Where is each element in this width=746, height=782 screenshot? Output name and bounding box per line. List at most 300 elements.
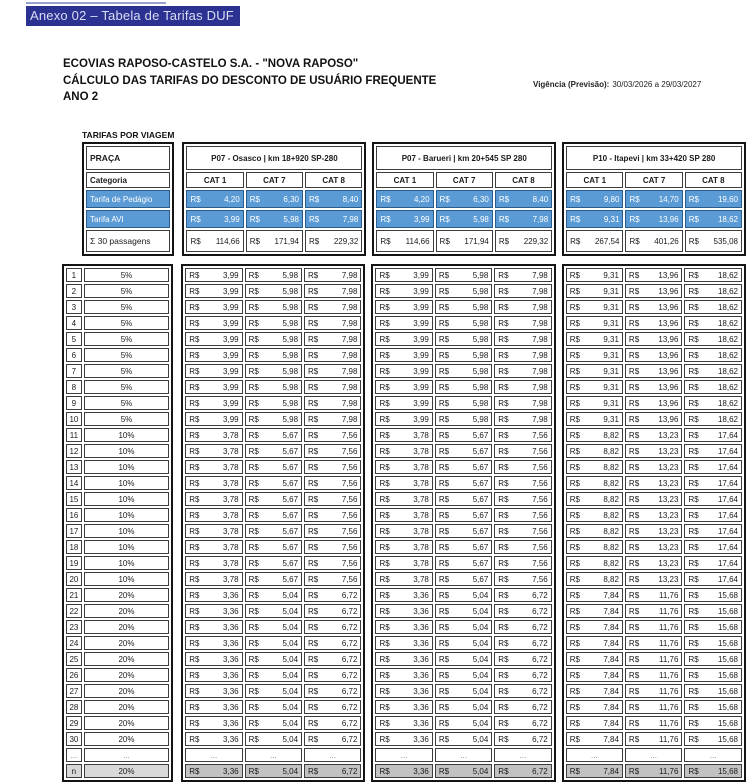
value-text: 3,99 <box>223 270 239 280</box>
currency-label: R$ <box>438 302 450 312</box>
discount-value-cell <box>684 652 742 666</box>
currency-label: R$ <box>688 194 699 204</box>
value-text: 5,67 <box>472 446 489 456</box>
discount-value-cell <box>435 556 492 570</box>
discount-value-cell <box>566 428 623 442</box>
value-text: 5,04 <box>472 702 489 712</box>
discount-value-cell <box>304 428 361 442</box>
value-text: 5,04 <box>282 686 299 696</box>
value-text: 3,78 <box>413 446 429 456</box>
currency-label: R$ <box>308 542 319 552</box>
discount-value-cell <box>494 348 551 362</box>
currency-label: R$ <box>688 542 699 552</box>
value-text: 6,72 <box>341 670 358 680</box>
currency-label: R$ <box>570 236 581 246</box>
toll-tariff-cell <box>495 190 552 208</box>
table-row <box>566 620 742 634</box>
value-text: 5,04 <box>282 766 299 776</box>
currency-label: R$ <box>308 446 319 456</box>
currency-label: R$ <box>688 302 699 312</box>
currency-label: R$ <box>688 526 699 536</box>
currency-label: R$ <box>248 526 259 536</box>
value-text: 13,23 <box>658 510 679 520</box>
currency-label: R$ <box>248 558 259 568</box>
currency-label: R$ <box>308 734 319 744</box>
discount-value-cell <box>494 428 551 442</box>
discount-value-cell <box>375 332 432 346</box>
value-text: 9,31 <box>603 350 619 360</box>
avi-tariff-cell <box>376 210 433 228</box>
currency-label: R$ <box>498 622 509 632</box>
currency-label: R$ <box>379 318 390 328</box>
discount-value-cell <box>245 588 302 602</box>
table-row <box>185 476 361 490</box>
discount-value-cell <box>245 284 302 298</box>
row-number-cell: 14 <box>66 476 82 490</box>
value-text: 3,36 <box>223 638 239 648</box>
discount-pct-cell: 10% <box>84 428 169 442</box>
currency-label: R$ <box>498 606 509 616</box>
currency-label: R$ <box>308 590 319 600</box>
table-row <box>185 668 361 682</box>
currency-label: R$ <box>308 702 319 712</box>
avi-tariff-cell <box>625 210 682 228</box>
table-row <box>375 700 551 714</box>
value-text: 7,56 <box>341 510 358 520</box>
value-text: 5,98 <box>283 214 299 224</box>
currency-label: R$ <box>438 318 450 328</box>
discount-value-cell <box>625 684 683 698</box>
discount-value-cell <box>304 316 361 330</box>
discount-value-cell <box>185 572 242 586</box>
currency-label: R$ <box>569 686 580 696</box>
avi-tariff-cell <box>305 210 362 228</box>
currency-label: R$ <box>628 686 640 696</box>
currency-label: R$ <box>438 494 450 504</box>
value-text: 5,98 <box>282 350 299 360</box>
table-row <box>375 284 551 298</box>
row-number-cell: 17 <box>66 524 82 538</box>
toll-tariff-cell <box>625 190 682 208</box>
table-row <box>185 428 361 442</box>
discount-value-cell <box>684 316 742 330</box>
value-text: 5,04 <box>472 606 489 616</box>
discount-value-cell <box>375 604 432 618</box>
discount-value-cell <box>625 508 683 522</box>
currency-label: R$ <box>379 478 390 488</box>
value-text: 13,23 <box>658 558 679 568</box>
currency-label: R$ <box>498 318 509 328</box>
table-row <box>185 636 361 650</box>
table-row <box>375 524 551 538</box>
value-text: 3,99 <box>413 214 430 224</box>
discount-value-cell <box>245 556 302 570</box>
currency-label: R$ <box>569 510 580 520</box>
value-text: 5,04 <box>472 766 489 776</box>
currency-label: R$ <box>628 414 640 424</box>
table-row <box>375 300 551 314</box>
table-row <box>66 588 169 602</box>
currency-label: R$ <box>379 638 390 648</box>
value-text: 7,56 <box>532 574 548 584</box>
value-text: 3,36 <box>223 590 239 600</box>
currency-label: R$ <box>569 574 580 584</box>
value-text: 7,56 <box>532 478 548 488</box>
row-number-cell: ... <box>66 748 82 762</box>
value-text: 7,98 <box>532 334 548 344</box>
currency-label: R$ <box>628 286 640 296</box>
discount-value-cell <box>494 572 551 586</box>
value-text: 3,99 <box>223 302 239 312</box>
value-text: 229,32 <box>523 236 549 246</box>
currency-label: R$ <box>438 430 450 440</box>
discount-value-cell <box>566 764 623 778</box>
currency-label: R$ <box>628 590 640 600</box>
table-row <box>375 332 551 346</box>
currency-label: R$ <box>249 236 260 246</box>
value-text: 7,56 <box>532 430 548 440</box>
value-text: 5,04 <box>282 734 299 744</box>
value-text: 11,76 <box>659 638 679 648</box>
discount-value-cell <box>625 700 683 714</box>
value-text: 5,04 <box>282 638 299 648</box>
currency-label: R$ <box>569 398 580 408</box>
table-row <box>185 492 361 506</box>
discount-value-cell <box>375 540 432 554</box>
currency-label: R$ <box>379 574 390 584</box>
value-text: 535,08 <box>713 236 738 246</box>
discount-value-cell <box>304 364 361 378</box>
value-text: 3,99 <box>413 366 429 376</box>
discount-value-cell <box>185 540 242 554</box>
value-text: 3,36 <box>223 734 239 744</box>
discount-value-cell <box>566 684 623 698</box>
discount-value-cell <box>375 572 432 586</box>
currency-label: R$ <box>438 446 450 456</box>
discount-value-cell <box>684 332 742 346</box>
table-row <box>375 668 551 682</box>
currency-label: R$ <box>569 446 580 456</box>
value-text: 18,62 <box>717 398 738 408</box>
value-text: 19,60 <box>717 194 738 204</box>
value-text: 3,36 <box>413 622 429 632</box>
value-text: 13,96 <box>658 350 679 360</box>
currency-label: R$ <box>248 542 259 552</box>
table-row <box>185 444 361 458</box>
currency-label: R$ <box>569 382 580 392</box>
currency-label: R$ <box>498 494 509 504</box>
currency-label: R$ <box>248 638 259 648</box>
value-text: 9,31 <box>603 334 619 344</box>
currency-label: R$ <box>688 702 699 712</box>
currency-label: R$ <box>628 510 640 520</box>
value-text: 5,04 <box>282 654 299 664</box>
discount-value-cell <box>435 284 492 298</box>
currency-label: R$ <box>688 686 699 696</box>
discount-value-cell <box>684 412 742 426</box>
discount-value-cell <box>185 492 242 506</box>
discount-value-cell <box>435 700 492 714</box>
currency-label: R$ <box>688 382 699 392</box>
discount-value-cell <box>494 556 551 570</box>
row-number-cell: n <box>66 764 82 778</box>
value-text: 3,36 <box>413 590 429 600</box>
table-row <box>566 348 742 362</box>
row-number-cell: 20 <box>66 572 82 586</box>
currency-label: R$ <box>688 270 699 280</box>
value-text: 3,78 <box>223 558 239 568</box>
discount-value-cell <box>566 716 623 730</box>
value-text: 3,78 <box>413 494 429 504</box>
currency-label: R$ <box>189 654 200 664</box>
row-number-cell: 8 <box>66 380 82 394</box>
value-text: 4,20 <box>224 194 240 204</box>
discount-value-cell <box>435 364 492 378</box>
value-text: 3,99 <box>413 334 429 344</box>
table-row <box>66 380 169 394</box>
value-text: 6,30 <box>283 194 299 204</box>
value-text: 7,84 <box>603 718 619 728</box>
sum-30-value-cell <box>436 230 493 252</box>
plaza-group-header-table-1 <box>182 142 366 256</box>
value-text: 9,31 <box>603 318 619 328</box>
value-text: 5,67 <box>472 494 489 504</box>
value-text: 5,98 <box>472 366 489 376</box>
discount-value-cell <box>304 524 361 538</box>
table-row <box>375 716 551 730</box>
value-text: 3,99 <box>413 382 429 392</box>
currency-label: R$ <box>190 236 201 246</box>
discount-value-cell <box>435 348 492 362</box>
value-text: 6,72 <box>341 606 358 616</box>
value-text: 3,78 <box>223 574 239 584</box>
discount-value-cell <box>435 732 492 746</box>
value-text: 3,99 <box>413 286 429 296</box>
table-row <box>66 396 169 410</box>
table-row <box>66 444 169 458</box>
avi-tariff-cell <box>246 210 303 228</box>
currency-label: R$ <box>438 350 450 360</box>
value-text: 3,36 <box>413 734 429 744</box>
currency-label: R$ <box>688 334 699 344</box>
value-text: 17,64 <box>717 558 738 568</box>
value-text: 5,67 <box>282 542 299 552</box>
value-text: 13,96 <box>658 414 679 424</box>
currency-label: R$ <box>569 526 580 536</box>
discount-value-cell <box>625 588 683 602</box>
row-number-cell: 16 <box>66 508 82 522</box>
currency-label: R$ <box>438 398 450 408</box>
value-text: 5,67 <box>282 526 299 536</box>
currency-label: R$ <box>379 702 390 712</box>
discount-value-cell <box>185 588 242 602</box>
table-row <box>566 604 742 618</box>
discount-value-cell <box>245 668 302 682</box>
value-text: 5,98 <box>473 214 489 224</box>
discount-value-cell <box>566 492 623 506</box>
value-text: 5,98 <box>282 286 299 296</box>
currency-label: R$ <box>628 654 640 664</box>
value-text: 6,72 <box>341 590 358 600</box>
currency-label: R$ <box>569 734 580 744</box>
discount-pct-cell: 5% <box>84 284 169 298</box>
discount-pct-cell: 5% <box>84 300 169 314</box>
currency-label: R$ <box>248 702 259 712</box>
discount-value-cell <box>185 684 242 698</box>
value-text: 7,84 <box>603 766 619 776</box>
discount-value-cell <box>494 764 551 778</box>
table-row <box>375 380 551 394</box>
discount-value-cell <box>375 316 432 330</box>
currency-label: R$ <box>248 382 259 392</box>
currency-label: R$ <box>688 622 699 632</box>
discount-value-cell <box>494 380 551 394</box>
value-text: 7,98 <box>342 214 359 224</box>
discount-value-cell <box>375 668 432 682</box>
currency-label: R$ <box>438 414 450 424</box>
value-text: 7,98 <box>341 318 358 328</box>
value-text: 5,98 <box>282 366 299 376</box>
currency-label: R$ <box>688 398 699 408</box>
currency-label: R$ <box>248 350 259 360</box>
discount-value-cell <box>684 492 742 506</box>
value-text: 7,56 <box>532 542 548 552</box>
discount-value-cell <box>684 540 742 554</box>
value-text: 8,82 <box>603 478 619 488</box>
currency-label: R$ <box>308 638 319 648</box>
table-row <box>185 396 361 410</box>
value-text: 5,98 <box>472 414 489 424</box>
value-text: 18,62 <box>717 302 738 312</box>
value-text: 6,72 <box>341 638 358 648</box>
currency-label: R$ <box>308 270 319 280</box>
value-text: 3,78 <box>413 510 429 520</box>
value-text: 15,68 <box>717 606 738 616</box>
currency-label: R$ <box>308 606 319 616</box>
currency-label: R$ <box>688 734 699 744</box>
value-text: 13,96 <box>658 334 679 344</box>
value-text: 3,36 <box>413 606 429 616</box>
currency-label: R$ <box>248 398 259 408</box>
ellipsis-cell: ... <box>185 748 242 762</box>
discount-value-cell <box>684 380 742 394</box>
currency-label: R$ <box>628 382 640 392</box>
value-text: 15,68 <box>717 670 738 680</box>
currency-label: R$ <box>569 542 580 552</box>
categoria-header-cell: Categoria <box>86 172 170 188</box>
discount-value-cell <box>245 716 302 730</box>
currency-label: R$ <box>248 302 259 312</box>
currency-label: R$ <box>308 654 319 664</box>
discount-pct-cell: 20% <box>84 700 169 714</box>
discount-value-cell <box>494 716 551 730</box>
discount-value-cell <box>625 556 683 570</box>
discount-value-cell <box>185 668 242 682</box>
currency-label: R$ <box>498 414 509 424</box>
discount-value-cell <box>435 460 492 474</box>
value-text: 18,62 <box>717 382 738 392</box>
sum-30-value-cell <box>685 230 742 252</box>
value-text: 5,67 <box>472 510 489 520</box>
table-row <box>375 492 551 506</box>
value-text: 5,98 <box>472 398 489 408</box>
value-text: 7,56 <box>341 542 358 552</box>
discount-value-cell <box>375 764 432 778</box>
discount-value-cell <box>494 364 551 378</box>
table-row <box>375 460 551 474</box>
value-text: 8,82 <box>603 558 619 568</box>
currency-label: R$ <box>628 398 640 408</box>
table-row <box>66 460 169 474</box>
discount-value-cell <box>245 700 302 714</box>
value-text: 7,56 <box>532 462 548 472</box>
discount-value-cell <box>304 764 361 778</box>
value-text: 6,72 <box>532 606 548 616</box>
value-text: 3,78 <box>413 526 429 536</box>
table-row <box>375 652 551 666</box>
currency-label: R$ <box>688 574 699 584</box>
currency-label: R$ <box>308 334 319 344</box>
currency-label: R$ <box>379 494 390 504</box>
discount-pct-cell: 20% <box>84 732 169 746</box>
value-text: 6,72 <box>532 654 548 664</box>
page-top-highlight-strip <box>26 2 166 4</box>
value-text: 8,82 <box>603 494 619 504</box>
currency-label: R$ <box>438 334 450 344</box>
currency-label: R$ <box>189 622 200 632</box>
discount-value-cell <box>245 732 302 746</box>
discount-value-cell <box>494 412 551 426</box>
table-row <box>185 348 361 362</box>
discount-value-cell <box>245 604 302 618</box>
table-row <box>566 524 742 538</box>
section-label: TARIFAS POR VIAGEM <box>82 130 175 140</box>
discount-value-cell <box>185 556 242 570</box>
value-text: 7,98 <box>532 286 548 296</box>
value-text: 3,78 <box>223 494 239 504</box>
table-row <box>66 636 169 650</box>
currency-label: R$ <box>309 194 320 204</box>
discount-value-cell <box>625 636 683 650</box>
value-text: 3,99 <box>413 398 429 408</box>
currency-label: R$ <box>189 558 200 568</box>
value-text: 3,78 <box>413 558 429 568</box>
discount-value-cell <box>494 316 551 330</box>
table-row <box>375 540 551 554</box>
value-text: 5,04 <box>472 686 489 696</box>
value-text: 9,31 <box>603 398 619 408</box>
currency-label: R$ <box>379 526 390 536</box>
table-row <box>566 732 742 746</box>
toll-tariff-cell <box>436 190 493 208</box>
currency-label: R$ <box>379 270 390 280</box>
value-text: 7,56 <box>532 526 548 536</box>
table-row <box>185 332 361 346</box>
discount-value-cell <box>684 348 742 362</box>
value-text: 7,56 <box>532 446 548 456</box>
value-text: 7,84 <box>603 654 619 664</box>
discount-value-cell <box>435 540 492 554</box>
table-row <box>66 284 169 298</box>
currency-label: R$ <box>189 382 200 392</box>
value-text: 6,72 <box>341 622 358 632</box>
discount-value-cell <box>185 428 242 442</box>
toll-tariff-cell <box>305 190 362 208</box>
value-text: 5,98 <box>282 318 299 328</box>
discount-value-cell <box>566 508 623 522</box>
table-row <box>66 652 169 666</box>
currency-label: R$ <box>628 542 640 552</box>
